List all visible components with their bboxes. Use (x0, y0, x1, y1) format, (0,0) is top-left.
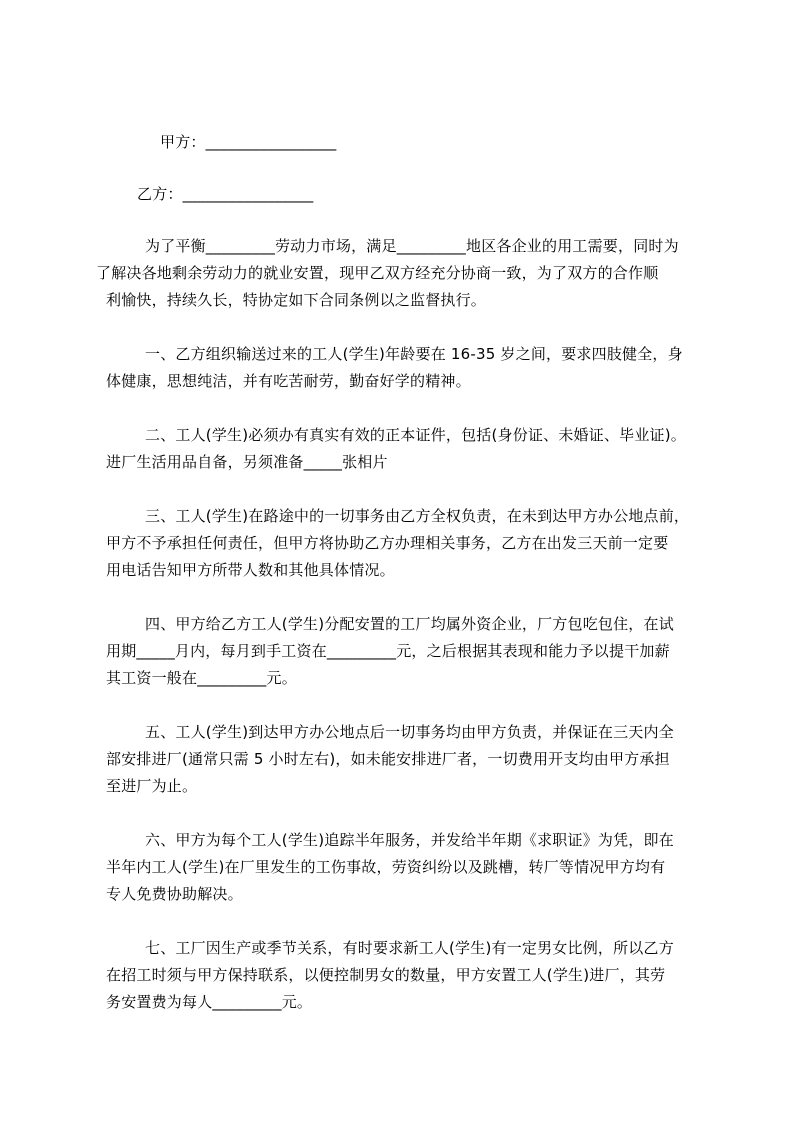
party-a-line: 甲方：_________________ (160, 133, 337, 151)
clause-6-line-2: 半年内工人(学生)在厂里发生的工伤事故，劳资纠纷以及跳槽，转厂等情况甲方均有 (106, 858, 666, 876)
clause-5-line-2: 部安排进厂(通常只需 5 小时左右)，如未能安排进厂者，一切费用开支均由甲方承担 (106, 750, 670, 768)
clause-2-line-1: 二、工人(学生)必须办有真实有效的正本证件，包括(身份证、未婚证、毕业证)。 (145, 426, 687, 444)
clause-3-line-2: 甲方不予承担任何责任，但甲方将协助乙方办理相关事务，乙方在出发三天前一定要 (106, 534, 669, 552)
clause-2-line-2: 进厂生活用品自备，另须准备_____张相片 (106, 453, 388, 471)
clause-6-line-3: 专人免费协助解决。 (106, 885, 243, 903)
clause-3-line-1: 三、工人(学生)在路途中的一切事务由乙方全权负责，在未到达甲方办公地点前， (145, 507, 690, 525)
intro-line-3: 利愉快，持续久长，特协定如下合同条例以之监督执行。 (106, 291, 487, 309)
clause-7-line-3: 务安置费为每人_________元。 (106, 993, 313, 1011)
clause-4-line-3: 其工资一般在_________元。 (106, 669, 297, 687)
clause-7-line-2: 在招工时须与甲方保持联系，以便控制男女的数量，甲方安置工人(学生)进厂，其劳 (106, 966, 666, 984)
clause-3-line-3: 用电话告知甲方所带人数和其他具体情况。 (106, 561, 395, 579)
intro-line-2: 了解决各地剩余劳动力的就业安置，现甲乙双方经充分协商一致，为了双方的合作顺 (96, 264, 659, 282)
clause-4-line-1: 四、甲方给乙方工人(学生)分配安置的工厂均属外资企业，厂方包吃包住，在试 (145, 615, 674, 633)
clause-1-line-1: 一、乙方组织输送过来的工人(学生)年龄要在 16-35 岁之间，要求四肢健全，身 (145, 345, 683, 363)
party-b-line: 乙方：_________________ (137, 185, 314, 203)
clause-7-line-1: 七、工厂因生产或季节关系，有时要求新工人(学生)有一定男女比例，所以乙方 (145, 939, 674, 957)
clause-1-line-2: 体健康，思想纯洁，并有吃苦耐劳，勤奋好学的精神。 (106, 372, 471, 390)
clause-5-line-1: 五、工人(学生)到达甲方办公地点后一切事务均由甲方负责，并保证在三天内全 (145, 723, 674, 741)
clause-6-line-1: 六、甲方为每个工人(学生)追踪半年服务，并发给半年期《求职证》为凭，即在 (145, 831, 674, 849)
clause-5-line-3: 至进厂为止。 (106, 777, 198, 795)
clause-4-line-2: 用期_____月内，每月到手工资在_________元，之后根据其表现和能力予以提干加薪 (106, 642, 670, 660)
intro-line-1: 为了平衡_________劳动力市场，满足_________地区各企业的用工需要，同时为 (145, 237, 679, 255)
